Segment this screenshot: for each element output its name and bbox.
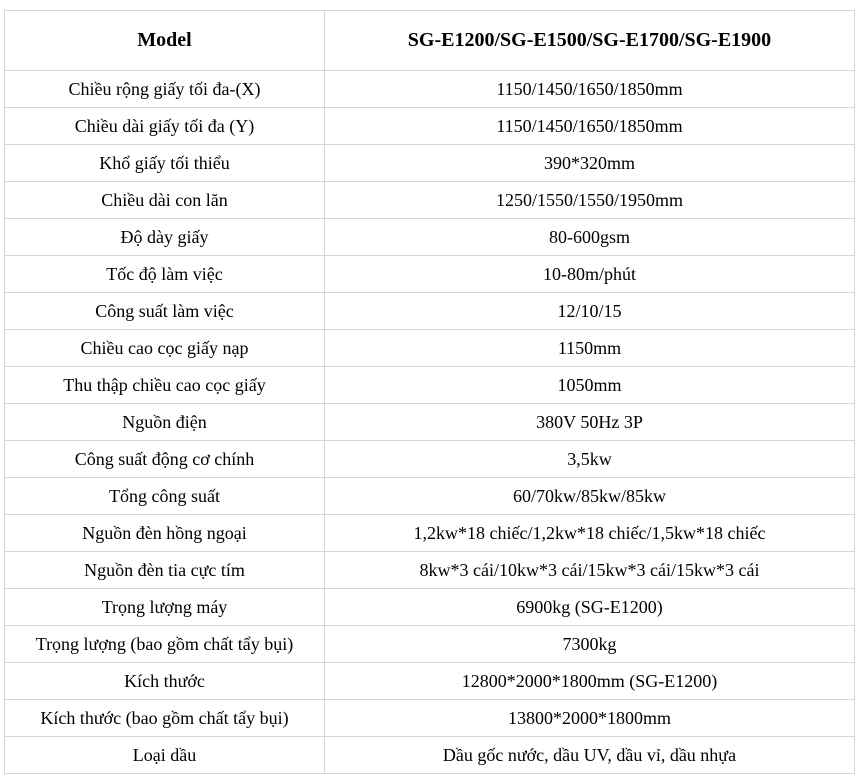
table-row — [5, 182, 855, 219]
table-header — [5, 11, 855, 71]
table-row — [5, 256, 855, 293]
table-row — [5, 219, 855, 256]
table-row — [5, 552, 855, 589]
table-row — [5, 700, 855, 737]
spec-label: Chiều rộng giấy tối đa-(X) — [5, 71, 325, 108]
spec-label: Nguồn điện — [5, 404, 325, 441]
spec-label: Chiều dài con lăn — [5, 182, 325, 219]
table-row — [5, 108, 855, 145]
spec-label: Chiều cao cọc giấy nạp — [5, 330, 325, 367]
spec-label: Nguồn đèn hồng ngoại — [5, 515, 325, 552]
spec-label: Công suất động cơ chính — [5, 441, 325, 478]
spec-value: 60/70kw/85kw/85kw — [325, 478, 855, 515]
table-row — [5, 478, 855, 515]
spec-label: Chiều dài giấy tối đa (Y) — [5, 108, 325, 145]
table-row — [5, 367, 855, 404]
spec-label: Thu thập chiều cao cọc giấy — [5, 367, 325, 404]
spec-label: Tốc độ làm việc — [5, 256, 325, 293]
spec-value: 12800*2000*1800mm (SG-E1200) — [325, 663, 855, 700]
table-row — [5, 663, 855, 700]
table-row — [5, 71, 855, 108]
spec-label: Độ dày giấy — [5, 219, 325, 256]
model-header: Model — [5, 11, 325, 71]
spec-value: 3,5kw — [325, 441, 855, 478]
spec-label: Khổ giấy tối thiểu — [5, 145, 325, 182]
spec-label: Kích thước — [5, 663, 325, 700]
spec-value: 6900kg (SG-E1200) — [325, 589, 855, 626]
spec-table — [4, 10, 855, 774]
model-values-header: SG-E1200/SG-E1500/SG-E1700/SG-E1900 — [325, 11, 855, 71]
spec-label: Kích thước (bao gồm chất tẩy bụi) — [5, 700, 325, 737]
spec-label: Nguồn đèn tia cực tím — [5, 552, 325, 589]
spec-value: 8kw*3 cái/10kw*3 cái/15kw*3 cái/15kw*3 cái — [325, 552, 855, 589]
spec-value: 1150mm — [325, 330, 855, 367]
table-row — [5, 330, 855, 367]
table-row — [5, 293, 855, 330]
table-row — [5, 737, 855, 774]
spec-label: Trọng lượng máy — [5, 589, 325, 626]
table-row — [5, 441, 855, 478]
spec-label: Trọng lượng (bao gồm chất tẩy bụi) — [5, 626, 325, 663]
spec-value: 13800*2000*1800mm — [325, 700, 855, 737]
table-row — [5, 145, 855, 182]
spec-value: 10-80m/phút — [325, 256, 855, 293]
table-row — [5, 404, 855, 441]
spec-value: Dầu gốc nước, dầu UV, dầu vỉ, dầu nhựa — [325, 737, 855, 774]
table-row — [5, 589, 855, 626]
spec-label: Tổng công suất — [5, 478, 325, 515]
spec-value: 1050mm — [325, 367, 855, 404]
table-row — [5, 515, 855, 552]
spec-value: 380V 50Hz 3P — [325, 404, 855, 441]
spec-label: Công suất làm việc — [5, 293, 325, 330]
table-row — [5, 626, 855, 663]
spec-value: 390*320mm — [325, 145, 855, 182]
spec-label: Loại dầu — [5, 737, 325, 774]
spec-value: 12/10/15 — [325, 293, 855, 330]
spec-value: 80-600gsm — [325, 219, 855, 256]
spec-value: 1,2kw*18 chiếc/1,2kw*18 chiếc/1,5kw*18 chiếc — [325, 515, 855, 552]
spec-value: 1250/1550/1550/1950mm — [325, 182, 855, 219]
spec-value: 1150/1450/1650/1850mm — [325, 108, 855, 145]
table-body — [5, 71, 855, 774]
spec-value: 1150/1450/1650/1850mm — [325, 71, 855, 108]
header-row — [5, 11, 855, 71]
spec-value: 7300kg — [325, 626, 855, 663]
